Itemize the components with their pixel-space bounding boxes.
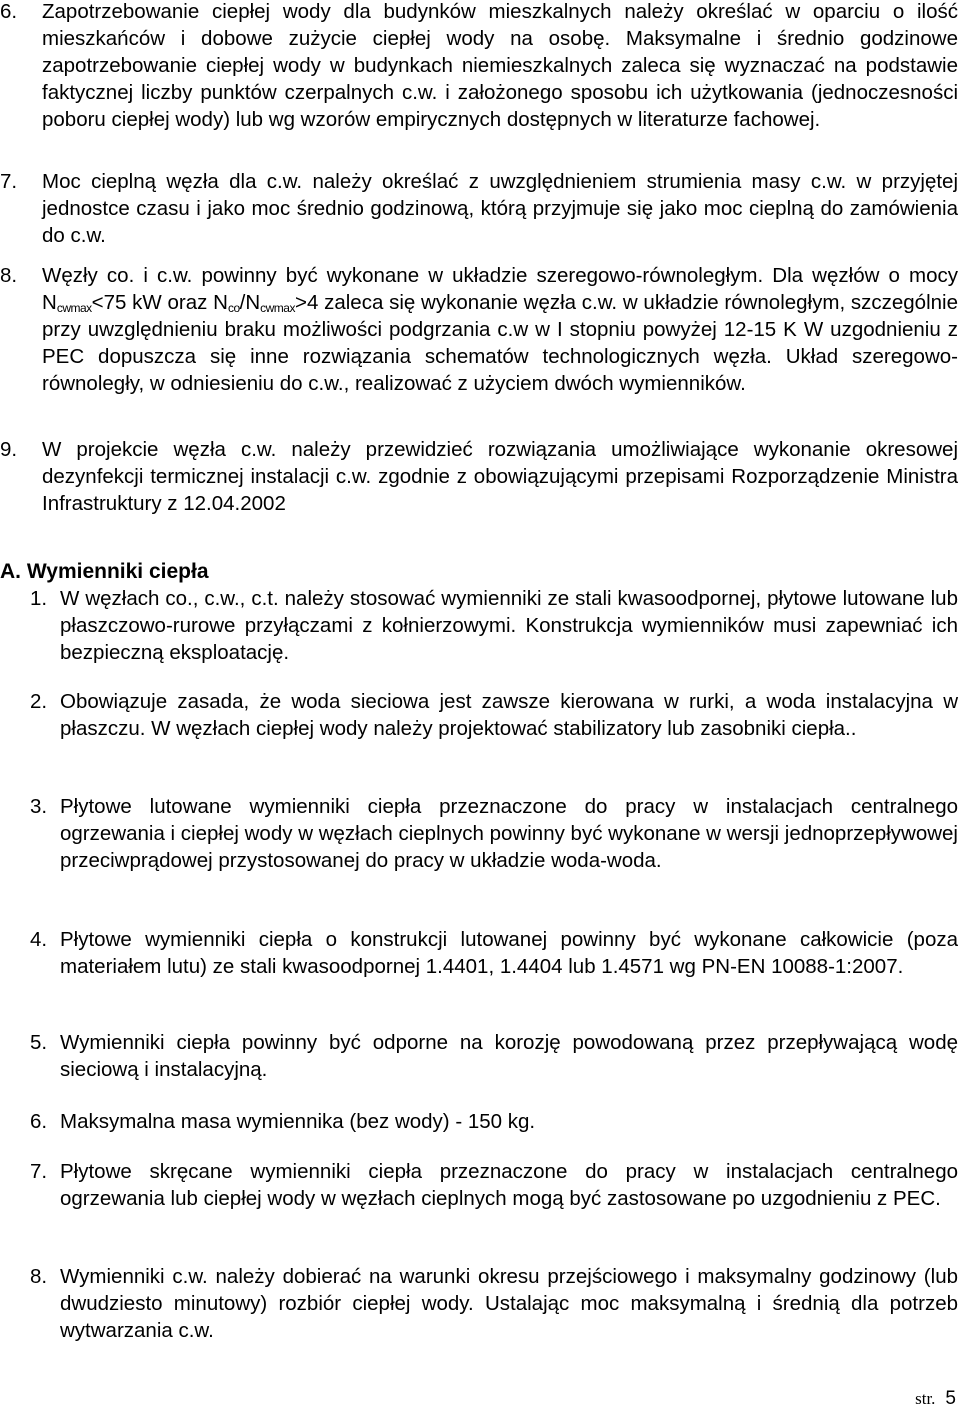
item-number: 8. bbox=[0, 264, 18, 287]
subitem-text: Płytowe wymienniki ciepła o konstrukcji lutowanej powinny być wykonane całkowicie (poza materiałem lutu) ze stali kwasoodpornej 1.4401, 1.4404 lub 1.4571 wg PN-EN 10088-1:2007. bbox=[60, 928, 958, 978]
item-text: Zapotrzebowanie ciepłej wody dla budynków mieszkalnych należy określać w oparciu o ilość mieszkańców i dobowe zużycie ciepłej wody na osobę. Maksymalne i średnio godzinowe zapotrzebowanie ciepłej wody w budynkach niemieszkalnych zaleca się wyznaczać na podstawie faktycznej liczby punktów czerpalnych c.w. i założonego sposobu ich użytkowania (jednoczesności poboru ciepłej wody) lub wg wzorów empirycznych dostępnych w literaturze fachowej. bbox=[42, 0, 958, 131]
item-number: 7. bbox=[0, 170, 18, 193]
list-item-7 bbox=[0, 168, 958, 249]
subitem-number: 2. bbox=[30, 690, 48, 713]
list-item-8 bbox=[0, 262, 958, 397]
subitem-number: 1. bbox=[30, 587, 48, 610]
section-heading: A. Wymienniki ciepła bbox=[0, 560, 209, 583]
item-number: 9. bbox=[0, 438, 18, 461]
subitem-text: Wymienniki ciepła powinny być odporne na korozję powodowaną przez przepływającą wodę sieciową i instalacyjną. bbox=[60, 1031, 958, 1081]
subitem-1 bbox=[30, 585, 958, 666]
item-text-part: <75 kW oraz N bbox=[91, 291, 228, 314]
subitem-number: 4. bbox=[30, 928, 48, 951]
subitem-text: Wymienniki c.w. należy dobierać na warunki okresu przejściowego i maksymalny godzinowy (lub dwudziesto minutowy) rozbiór ciepłej wody. Ustalając moc maksymalną i średnią dla potrzeb wytwarzania c.w. bbox=[60, 1265, 958, 1342]
subitem-4 bbox=[30, 926, 958, 980]
item-text-part: Węzły co. i c.w. powinny być wykonane w układzie szeregowo-równoległym. Dla węzłów o mocy N bbox=[42, 264, 958, 314]
list-item-9 bbox=[0, 436, 958, 517]
subitem-8 bbox=[30, 1263, 958, 1344]
subitem-number: 3. bbox=[30, 795, 48, 818]
item-text-part: /N bbox=[239, 291, 261, 314]
subitem-text: Obowiązuje zasada, że woda sieciowa jest zawsze kierowana w rurki, a woda instalacyjna w płaszczu. W węzłach ciepłej wody należy projektować stabilizatory lub zasobniki ciepła.. bbox=[60, 690, 958, 740]
subitem-7 bbox=[30, 1158, 958, 1212]
page-label: str. bbox=[915, 1389, 936, 1408]
subitem-text: Płytowe skręcane wymienniki ciepła przeznaczone do pracy w instalacjach centralnego ogrzewania lub ciepłej wody w węzłach cieplnych mogą być zastosowane po uzgodnieniu z PEC. bbox=[60, 1160, 958, 1210]
subitem-2 bbox=[30, 688, 958, 742]
item-text bbox=[42, 262, 958, 397]
page-footer bbox=[915, 1386, 956, 1410]
subitem-number: 6. bbox=[30, 1110, 48, 1133]
page-number: 5 bbox=[945, 1388, 956, 1409]
item-text: Moc cieplną węzła dla c.w. należy określać z uwzględnieniem strumienia masy c.w. w przyjętej jednostce czasu i jako moc średnio godzinową, którą przyjmuje się jako moc cieplną do zamówienia do c.w. bbox=[42, 170, 958, 247]
item-text: W projekcie węzła c.w. należy przewidzieć rozwiązania umożliwiające wykonanie okresowej dezynfekcji termicznej instalacji c.w. zgodnie z obowiązującymi przepisami Rozporządzenie Ministra Infrastruktury z 12.04.2002 bbox=[42, 438, 958, 515]
subitem-5 bbox=[30, 1029, 958, 1083]
subitem-6 bbox=[30, 1108, 958, 1135]
subitem-text: Płytowe lutowane wymienniki ciepła przeznaczone do pracy w instalacjach centralnego ogrzewania i ciepłej wody w węzłach cieplnych powinny być wykonane w wersji jednoprzepływowej przeciwprądowej przystosowanej do pracy w układzie woda-woda. bbox=[60, 795, 958, 872]
subitem-text: W węzłach co., c.w., c.t. należy stosować wymienniki ze stali kwasoodpornej, płytowe lutowane lub płaszczowo-rurowe przyłączami z kołnierzowymi. Konstrukcja wymienników musi zapewniać ich bezpieczną eksploatację. bbox=[60, 587, 958, 664]
subitem-number: 7. bbox=[30, 1160, 48, 1183]
subscript-cwmax: cwmax bbox=[260, 301, 295, 315]
item-number: 6. bbox=[0, 0, 18, 23]
subscript-cwmax: cwmax bbox=[56, 301, 92, 315]
subitem-text: Maksymalna masa wymiennika (bez wody) - 150 kg. bbox=[60, 1110, 536, 1133]
item-text-part: >4 zaleca się wykonanie węzła c.w. w układzie równoległym, szczególnie przy uwzględnieniu braku możliwości podgrzania c.w w I stopniu powyżej 12-15 K W uzgodnieniu z PEC dopuszcza się inne rozwiązania schematów technologicznych węzła. Układ szeregowo-równoległy, w odniesieniu do c.w., realizować z użyciem dwóch wymienników. bbox=[42, 291, 958, 395]
subscript-co: co bbox=[227, 301, 240, 315]
subitem-3 bbox=[30, 793, 958, 874]
subitem-number: 5. bbox=[30, 1031, 48, 1054]
list-item-6 bbox=[0, 0, 958, 133]
subitem-number: 8. bbox=[30, 1265, 48, 1288]
